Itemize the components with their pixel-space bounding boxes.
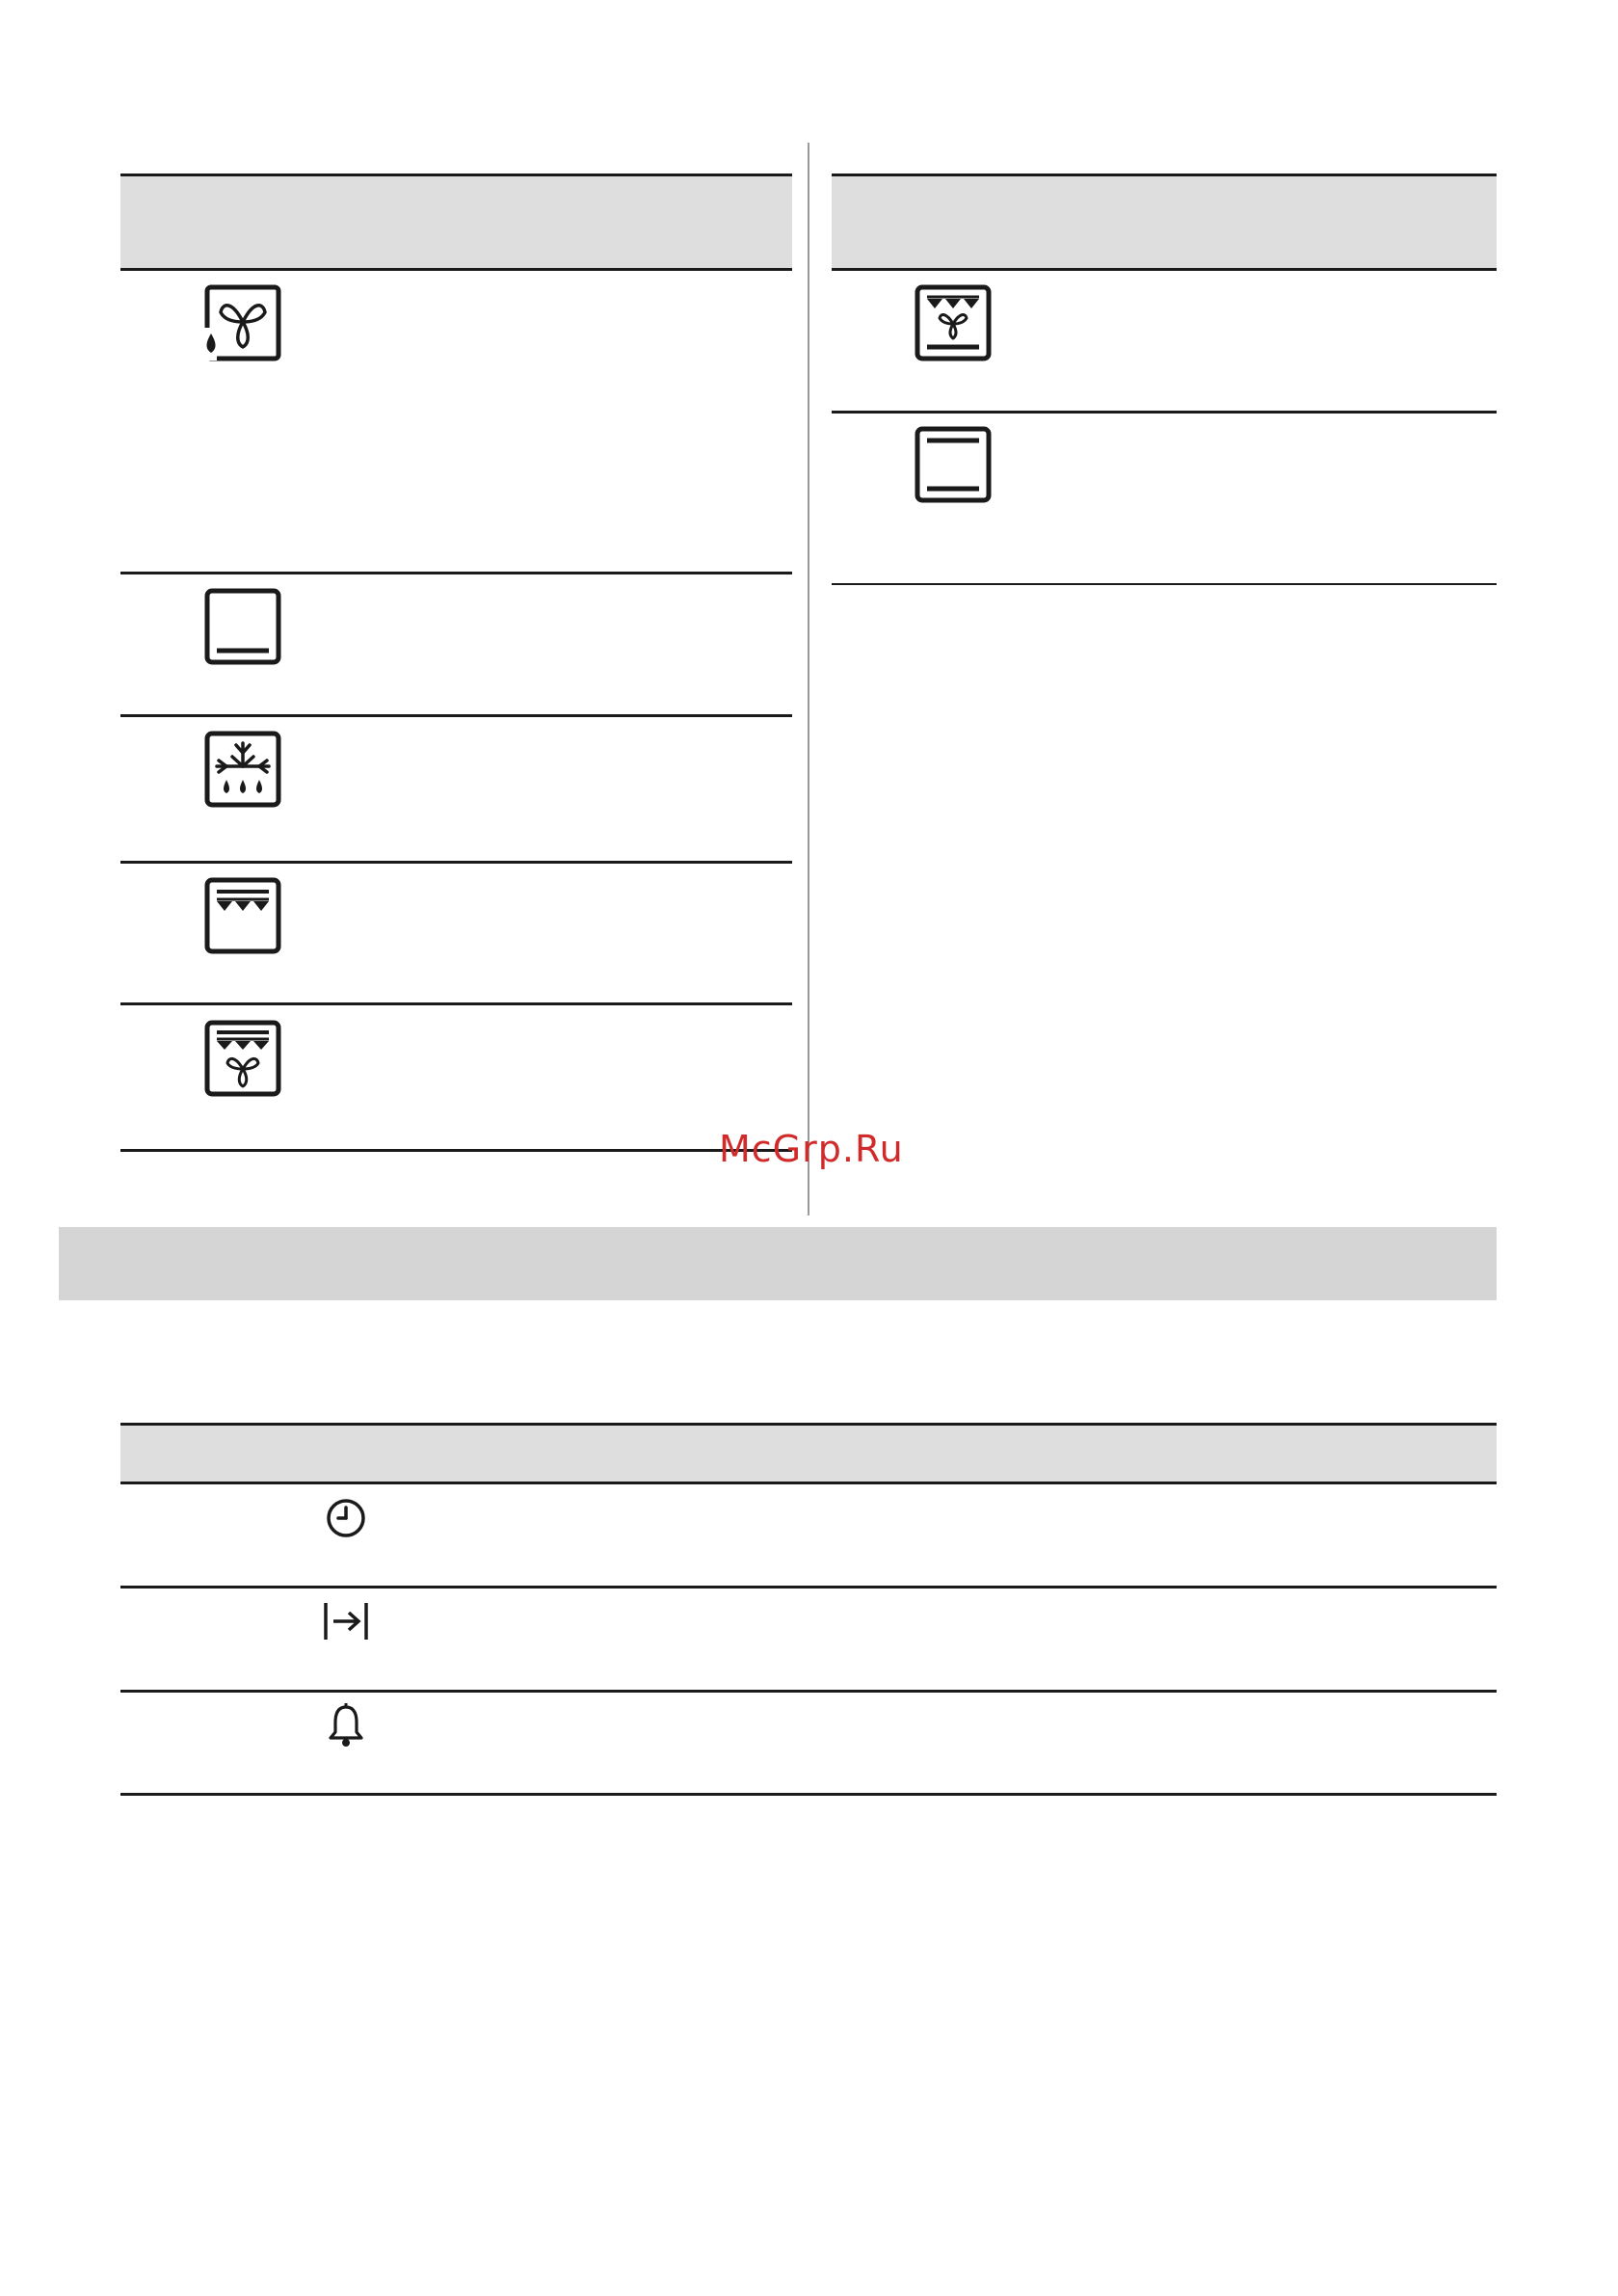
duration-icon <box>320 1595 372 1647</box>
turbo-grill-icon <box>203 1019 282 1098</box>
bell-icon <box>320 1699 372 1751</box>
fan-moist-icon <box>203 283 282 362</box>
right-table-top-rule <box>832 174 1497 176</box>
clock-icon <box>320 1492 372 1544</box>
section-heading-band <box>59 1227 1497 1300</box>
conventional-cooking-icon <box>914 425 993 504</box>
left-table-bottom-rule <box>120 1149 792 1152</box>
left-table-header <box>120 174 792 269</box>
left-table-row-rule <box>120 714 792 717</box>
clock-table-header-rule <box>120 1482 1497 1484</box>
clock-table-row-rule <box>120 1690 1497 1693</box>
right-table-header <box>832 174 1497 269</box>
left-table-row-rule <box>120 572 792 574</box>
clock-table-bottom-rule <box>120 1793 1497 1796</box>
left-table-top-rule <box>120 174 792 176</box>
clock-table-row-rule <box>120 1586 1497 1589</box>
left-table-header-rule <box>120 268 792 271</box>
grill-icon <box>203 876 282 955</box>
defrost-icon <box>203 730 282 809</box>
right-table-bottom-rule <box>832 583 1497 585</box>
column-divider <box>808 143 809 1215</box>
pizza-setting-icon <box>914 283 993 362</box>
clock-table-header <box>120 1424 1497 1482</box>
right-table-header-rule <box>832 268 1497 271</box>
watermark: McGrp.Ru <box>719 1128 904 1170</box>
clock-table-top-rule <box>120 1423 1497 1426</box>
left-table-row-rule <box>120 861 792 864</box>
left-table-row-rule <box>120 1002 792 1005</box>
right-table-row-rule <box>832 411 1497 414</box>
bottom-heat-icon <box>203 587 282 666</box>
